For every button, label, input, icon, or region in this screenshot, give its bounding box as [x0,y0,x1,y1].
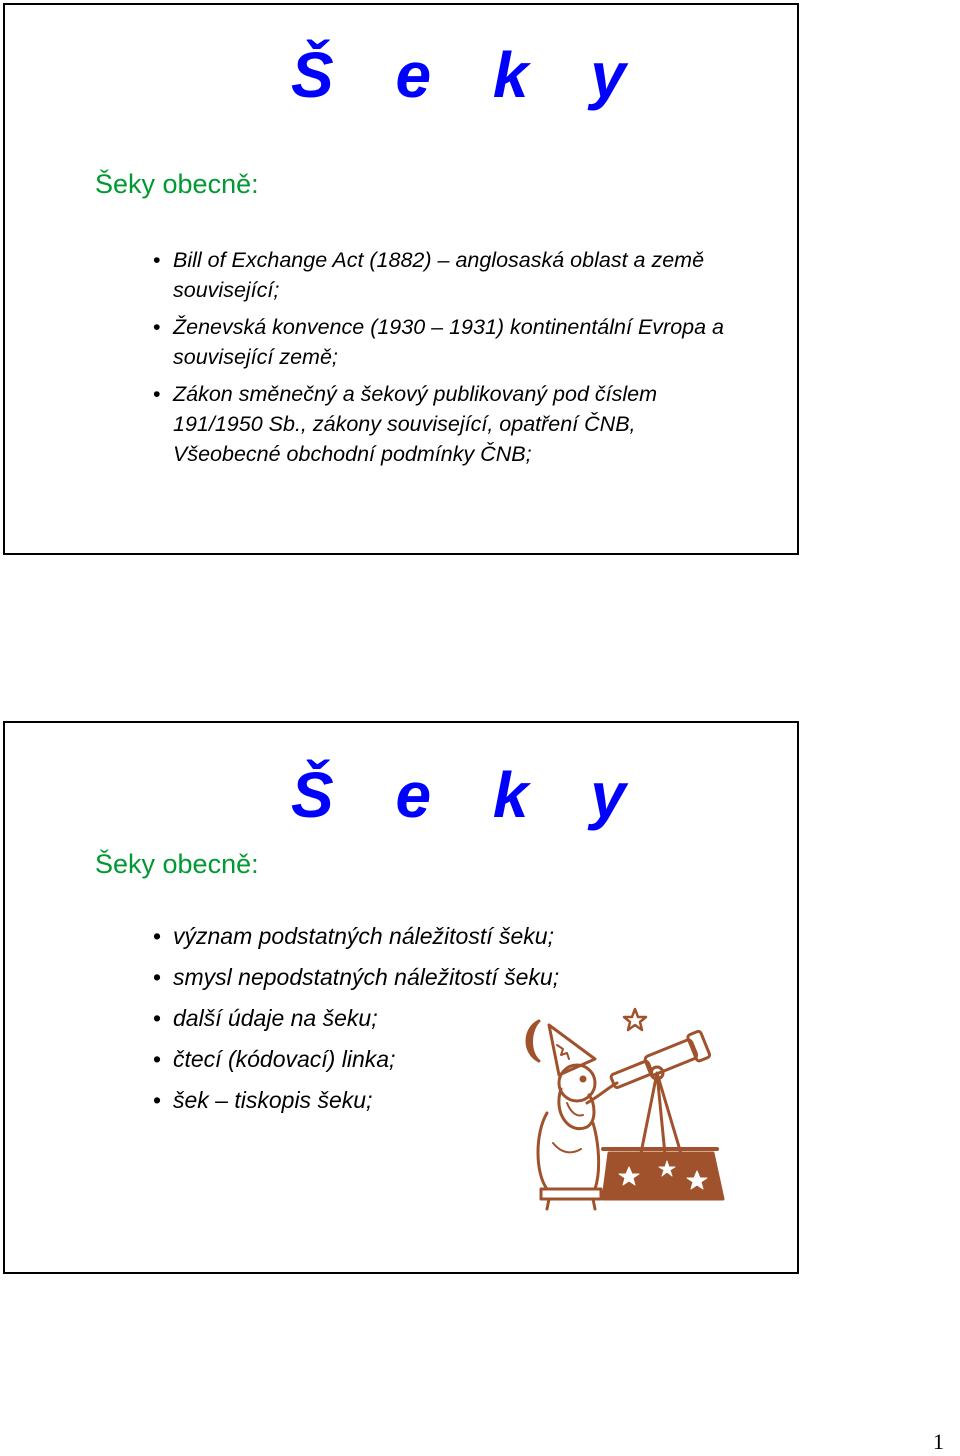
star-table [603,1153,723,1199]
slide-title: Š e k y [291,759,648,831]
list-item: • Bill of Exchange Act (1882) – anglosaská oblast a země související; [153,245,733,305]
slide-subtitle: Šeky obecně: [95,849,259,879]
list-item: • smysl nepodstatných náležitostí šeku; [153,962,633,992]
list-item: • Ženevská konvence (1930 – 1931) kontinentální Evropa a související země; [153,312,733,372]
list-item: • čtecí (kódovací) linka; [153,1044,633,1074]
moon-icon [527,1021,539,1061]
wizard-telescope-illustration [517,1003,732,1213]
slide-title: Š e k y [291,39,648,111]
list-item: • význam podstatných náležitostí šeku; [153,921,633,951]
slide-1 [3,3,799,555]
slide-subtitle: Šeky obecně: [95,169,259,199]
star-icon [624,1009,646,1030]
page-number: 1 [933,1429,944,1454]
list-item: • Zákon směnečný a šekový publikovaný pod číslem 191/1950 Sb., zákony související, opatření ČNB, Všeobecné obchodní podmínky ČNB; [153,379,733,469]
bullet-list [153,245,733,476]
list-item: • šek – tiskopis šeku; [153,1085,633,1115]
stool [541,1189,601,1209]
list-item: • další údaje na šeku; [153,1003,633,1033]
slide-2 [3,721,799,1274]
